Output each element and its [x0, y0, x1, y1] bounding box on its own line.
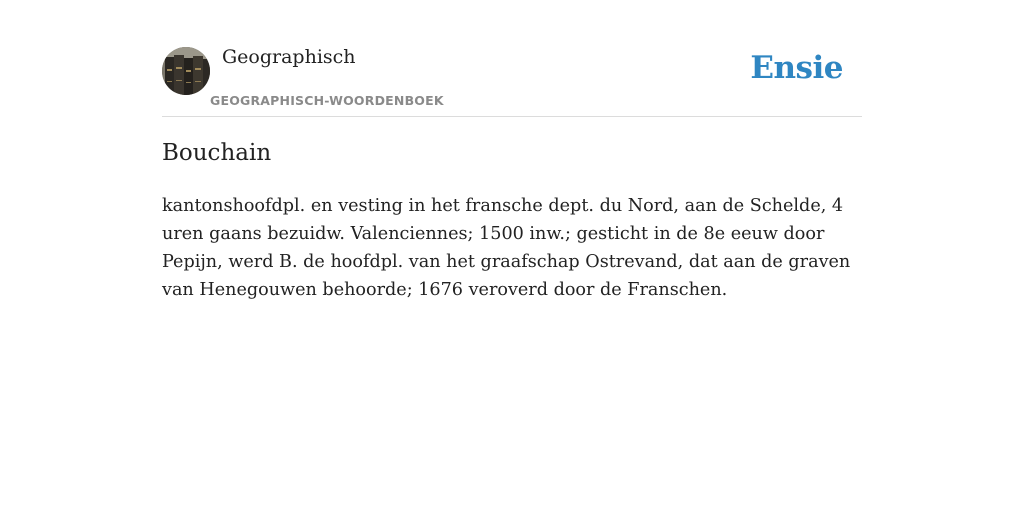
- source-avatar[interactable]: [162, 47, 210, 95]
- source-subtitle[interactable]: GEOGRAPHISCH-WOORDENBOEK: [210, 93, 444, 108]
- article-body: kantonshoofdpl. en vesting in het fransche dept. du Nord, aan de Schelde, 4 uren gaans bezuidw. Valenciennes; 1500 inw.; gesticht in de 8e eeuw door Pepijn, werd B. de hoofdpl. van het graafschap Ostrevand, dat aan de graven van Henegouwen behoorde; 1676 veroverd door de Franschen.: [162, 196, 851, 300]
- source-name[interactable]: Geographisch: [222, 46, 356, 68]
- source-header: [162, 0, 862, 117]
- ensie-logo[interactable]: Ensie: [750, 50, 843, 86]
- article-title: Bouchain: [162, 140, 272, 166]
- book-spines-icon: [162, 47, 210, 95]
- page-container: [162, 0, 862, 300]
